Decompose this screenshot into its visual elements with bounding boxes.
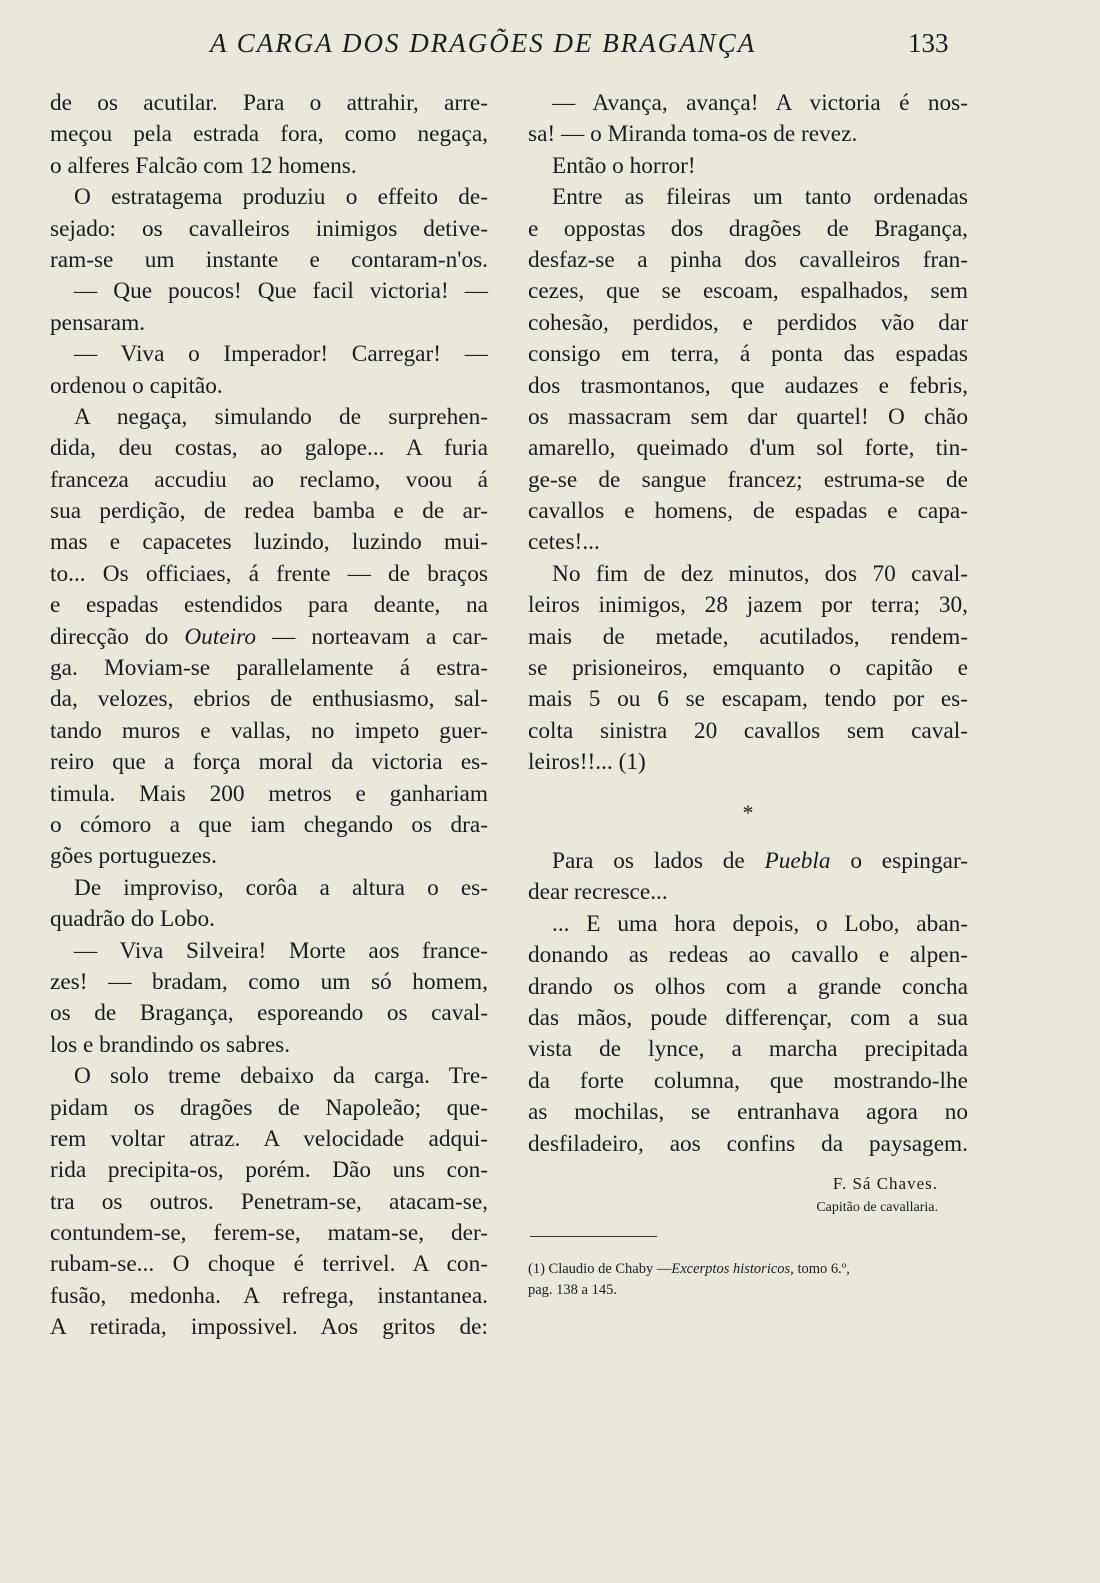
text-line: leiros!!... (1) — [528, 749, 646, 776]
text-line: pensaram. — [50, 309, 146, 336]
text-line: Entre as fileiras um tanto ordenadas — [552, 184, 968, 211]
text-line: De improviso, corôa a altura o es- — [74, 874, 488, 901]
right-column-top-text — [528, 88, 968, 779]
text-line: desfaz-se a pinha dos cavalleiros fran- — [528, 246, 968, 273]
text-line: donando as redeas ao cavallo e alpen- — [528, 942, 968, 969]
footnote — [528, 1259, 968, 1301]
text-span: direcção do — [50, 623, 185, 650]
left-column — [50, 88, 488, 1344]
footnote-line: pag. 138 a 145. — [528, 1281, 617, 1298]
text-line: timula. Mais 200 metros e ganhariam — [50, 780, 488, 807]
text-line: ... E uma hora depois, o Lobo, aban- — [552, 910, 968, 937]
text-line: quadrão do Lobo. — [50, 906, 215, 933]
text-line: vista de lynce, a marcha precipitada — [528, 1036, 968, 1063]
text-line: contundem-se, ferem-se, matam-se, der- — [50, 1220, 488, 1247]
text-line: tando muros e vallas, no impeto guer- — [50, 717, 488, 744]
text-line: das mãos, poude differençar, com a sua — [528, 1004, 968, 1031]
text-line: O solo treme debaixo da carga. Tre- — [74, 1063, 488, 1090]
text-line: meçou pela estrada fora, como negaça, — [50, 121, 488, 148]
text-line: rida precipita-os, porém. Dão uns con- — [50, 1157, 488, 1184]
section-separator: * — [742, 799, 754, 825]
text-line: as mochilas, se entranhava agora no — [528, 1099, 968, 1126]
text-line: — Que poucos! Que facil victoria! — — [74, 278, 488, 305]
text-line: rubam-se... O choque é terrivel. A con- — [50, 1251, 488, 1278]
text-line: sa! — o Miranda toma-os de revez. — [528, 121, 858, 148]
text-line: sejado: os cavalleiros inimigos detive- — [50, 215, 488, 242]
text-line: os massacram sem dar quartel! O chão — [528, 403, 968, 430]
text-line: de os acutilar. Para o attrahir, arre- — [50, 90, 488, 116]
text-line: o alferes Falcão com 12 homens. — [50, 152, 357, 179]
text-line: cetes!... — [528, 529, 600, 556]
text-line: e oppostas dos dragões de Bragança, — [528, 215, 968, 242]
text-line: pidam os dragões de Napoleão; que- — [50, 1094, 488, 1121]
text-line: mais 5 ou 6 se escapam, tendo por es- — [528, 686, 968, 713]
text-line: consigo em terra, á ponta das espadas — [528, 341, 968, 368]
right-column-bottom-text — [528, 846, 968, 1160]
text-line: — Viva Silveira! Morte aos france- — [74, 937, 488, 964]
running-title: A CARGA DOS DRAGÕES DE BRAGANÇA — [210, 28, 757, 58]
text-line: rem voltar atraz. A velocidade adqui- — [50, 1125, 488, 1152]
text-span: — norteavam a car- — [255, 623, 488, 650]
text-line: O estratagema produziu o effeito de- — [74, 184, 488, 211]
text-line: fusão, medonha. A refrega, instantanea. — [50, 1282, 488, 1309]
text-line: drando os olhos com a grande concha — [528, 973, 968, 1000]
text-line: Então o horror! — [552, 152, 696, 179]
text-line: o cómoro a que iam chegando os dra- — [50, 811, 488, 838]
text-line: cezes, que se escoam, espalhados, sem — [528, 278, 968, 305]
footnote-line — [528, 1259, 968, 1280]
text-line: mas e capacetes luzindo, luzindo mui- — [50, 529, 488, 556]
text-line: No fim de dez minutos, dos 70 caval- — [552, 560, 968, 587]
text-line: sua perdição, de redea bamba e de ar- — [50, 498, 488, 525]
text-line: dear recresce... — [528, 879, 668, 906]
text-line: da, velozes, ebrios de enthusiasmo, sal- — [50, 686, 488, 713]
italic-text: Puebla — [764, 847, 831, 874]
text-line: mais de metade, acutilados, rendem- — [528, 623, 968, 650]
text-line: tra os outros. Penetram-se, atacam-se, — [50, 1188, 488, 1215]
text-line — [50, 622, 488, 653]
text-line: ga. Moviam-se parallelamente á estra- — [50, 655, 488, 682]
text-line: se prisioneiros, emquanto o capitão e — [528, 655, 968, 682]
right-column — [528, 88, 968, 1301]
text-line: A retirada, impossivel. Aos gritos de: — [50, 1314, 488, 1341]
signature-block — [528, 1172, 968, 1220]
text-line — [528, 846, 968, 877]
text-line: leiros inimigos, 28 jazem por terra; 30, — [528, 592, 968, 619]
footnote-prefix: (1) Claudio de Chaby — — [528, 1260, 672, 1277]
text-line: ordenou o capitão. — [50, 372, 223, 399]
text-line: — Viva o Imperador! Carregar! — — [74, 341, 488, 368]
footnote-rule — [530, 1236, 657, 1237]
text-line: e espadas estendidos para deante, na — [50, 592, 488, 619]
text-line: ge-se de sangue francez; estruma-se de — [528, 466, 968, 493]
text-line: da forte columna, que mostrando-lhe — [528, 1067, 968, 1094]
text-line: franceza accudiu ao reclamo, voou á — [50, 466, 488, 493]
text-line: dida, deu costas, ao galope... A furia — [50, 435, 488, 462]
text-line: cavallos e homens, de espadas e capa- — [528, 498, 968, 525]
page-number: 133 — [908, 28, 949, 58]
text-line: A negaça, simulando de surprehen- — [74, 403, 488, 430]
text-line: colta sinistra 20 cavallos sem caval- — [528, 717, 968, 744]
footnote-suffix: tomo 6.º, — [793, 1260, 850, 1277]
text-span: o espingar- — [830, 847, 968, 874]
text-line: os de Bragança, esporeando os caval- — [50, 1000, 488, 1027]
text-line: gões portuguezes. — [50, 843, 217, 870]
signature-rank: Capitão de cavallaria. — [816, 1199, 938, 1215]
text-line: amarello, queimado d'um sol forte, tin- — [528, 435, 968, 462]
text-line: zes! — bradam, como um só homem, — [50, 968, 488, 995]
text-line: desfiladeiro, aos confins da paysagem. — [528, 1130, 968, 1157]
text-line: ram-se um instante e contaram-n'os. — [50, 246, 488, 273]
text-line: to... Os officiaes, á frente — de braços — [50, 560, 488, 587]
text-line: dos trasmontanos, que audazes e febris, — [528, 372, 968, 399]
footnote-title: Excerptos historicos, — [671, 1260, 794, 1277]
text-line: — Avança, avança! A victoria é nos- — [552, 90, 968, 116]
text-line: reiro que a força moral da victoria es- — [50, 749, 488, 776]
text-line: cohesão, perdidos, e perdidos vão dar — [528, 309, 968, 336]
text-line: los e brandindo os sabres. — [50, 1031, 291, 1058]
text-span: Para os lados de — [552, 847, 765, 874]
signature-author: F. Sá Chaves. — [832, 1173, 938, 1193]
italic-text: Outeiro — [184, 623, 256, 650]
